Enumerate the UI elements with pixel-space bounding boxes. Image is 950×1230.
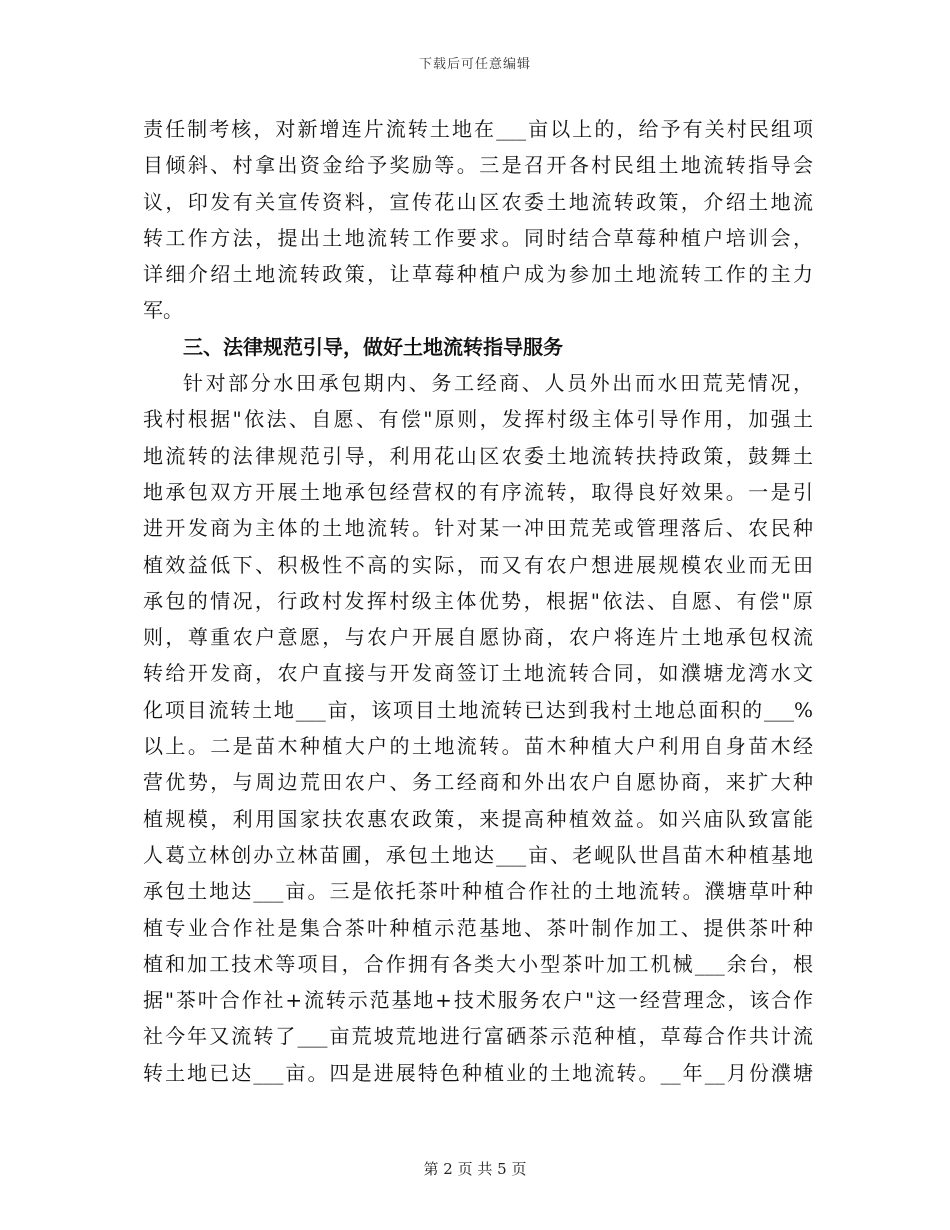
text-line: 转工作方法，提出土地流转工作要求。同时结合草莓种植户培训会， (143, 225, 813, 250)
text-line: 营优势，与周边荒田农户、务工经商和外出农户自愿协商，来扩大种 (143, 770, 813, 795)
text-line: 化项目流转土地___亩，该项目土地流转已达到我村土地总面积的___% (143, 697, 813, 722)
text-line: 植和加工技术等项目，合作拥有各类大小型茶叶加工机械___余台，根 (143, 951, 813, 976)
text-line: 我村根据"依法、自愿、有偿"原则，发挥村级主体引导作用，加强土 (143, 407, 813, 432)
text-line: 承包的情况，行政村发挥村级主体优势，根据"依法、自愿、有偿"原 (143, 588, 813, 613)
text-line: 地承包双方开展土地承包经营权的有序流转，取得良好效果。一是引 (143, 479, 813, 504)
section-heading: 三、法律规范引导，做好土地流转指导服务 (183, 334, 563, 359)
text-line: 议，印发有关宣传资料，宣传花山区农委土地流转政策，介绍土地流 (143, 189, 813, 214)
text-line: 植效益低下、积极性不高的实际，而又有农户想进展规模农业而无田 (143, 552, 813, 577)
document-body (143, 111, 813, 1091)
text-line: 人葛立林创办立林苗圃，承包土地达___亩、老岘队世昌苗木种植基地 (143, 842, 813, 867)
text-line: 进开发商为主体的土地流转。针对某一冲田荒芜或管理落后、农民种 (143, 516, 813, 541)
text-line: 针对部分水田承包期内、务工经商、人员外出而水田荒芜情况， (183, 371, 813, 396)
text-line: 社今年又流转了___亩荒坡荒地进行富硒茶示范种植，草莓合作共计流 (143, 1024, 813, 1049)
text-line: 详细介绍土地流转政策，让草莓种植户成为参加土地流转工作的主力 (143, 262, 813, 287)
text-line: 植规模，利用国家扶农惠农政策，来提高种植效益。如兴庙队致富能 (143, 806, 813, 831)
text-line: 植专业合作社是集合茶叶种植示范基地、茶叶制作加工、提供茶叶种 (143, 915, 813, 940)
paragraph (143, 111, 813, 329)
text-line: 军。 (143, 298, 183, 323)
text-line: 目倾斜、村拿出资金给予奖励等。三是召开各村民组土地流转指导会 (143, 153, 813, 178)
text-line: 责任制考核，对新增连片流转土地在___亩以上的，给予有关村民组项 (143, 117, 813, 141)
text-line: 地流转的法律规范引导，利用花山区农委土地流转扶持政策，鼓舞土 (143, 443, 813, 468)
page-number: 第 2 页 共 5 页 (423, 1160, 527, 1178)
text-line: 转给开发商，农户直接与开发商签订土地流转合同，如濮塘龙湾水文 (143, 661, 813, 686)
text-line: 则，尊重农户意愿，与农户开展自愿协商，农户将连片土地承包权流 (143, 625, 813, 650)
paragraph (143, 365, 813, 1091)
text-line: 承包土地达___亩。三是依托茶叶种植合作社的土地流转。濮塘草叶种 (143, 879, 813, 904)
page-header: 下载后可任意编辑 (418, 57, 531, 72)
text-line: 转土地已达___亩。四是进展特色种植业的土地流转。__年__月份濮塘 (143, 1060, 813, 1085)
text-line: 据"茶叶合作社+流转示范基地+技术服务农户"这一经营理念，该合作 (143, 988, 813, 1013)
text-line: 以上。二是苗木种植大户的土地流转。苗木种植大户利用自身苗木经 (143, 734, 813, 759)
